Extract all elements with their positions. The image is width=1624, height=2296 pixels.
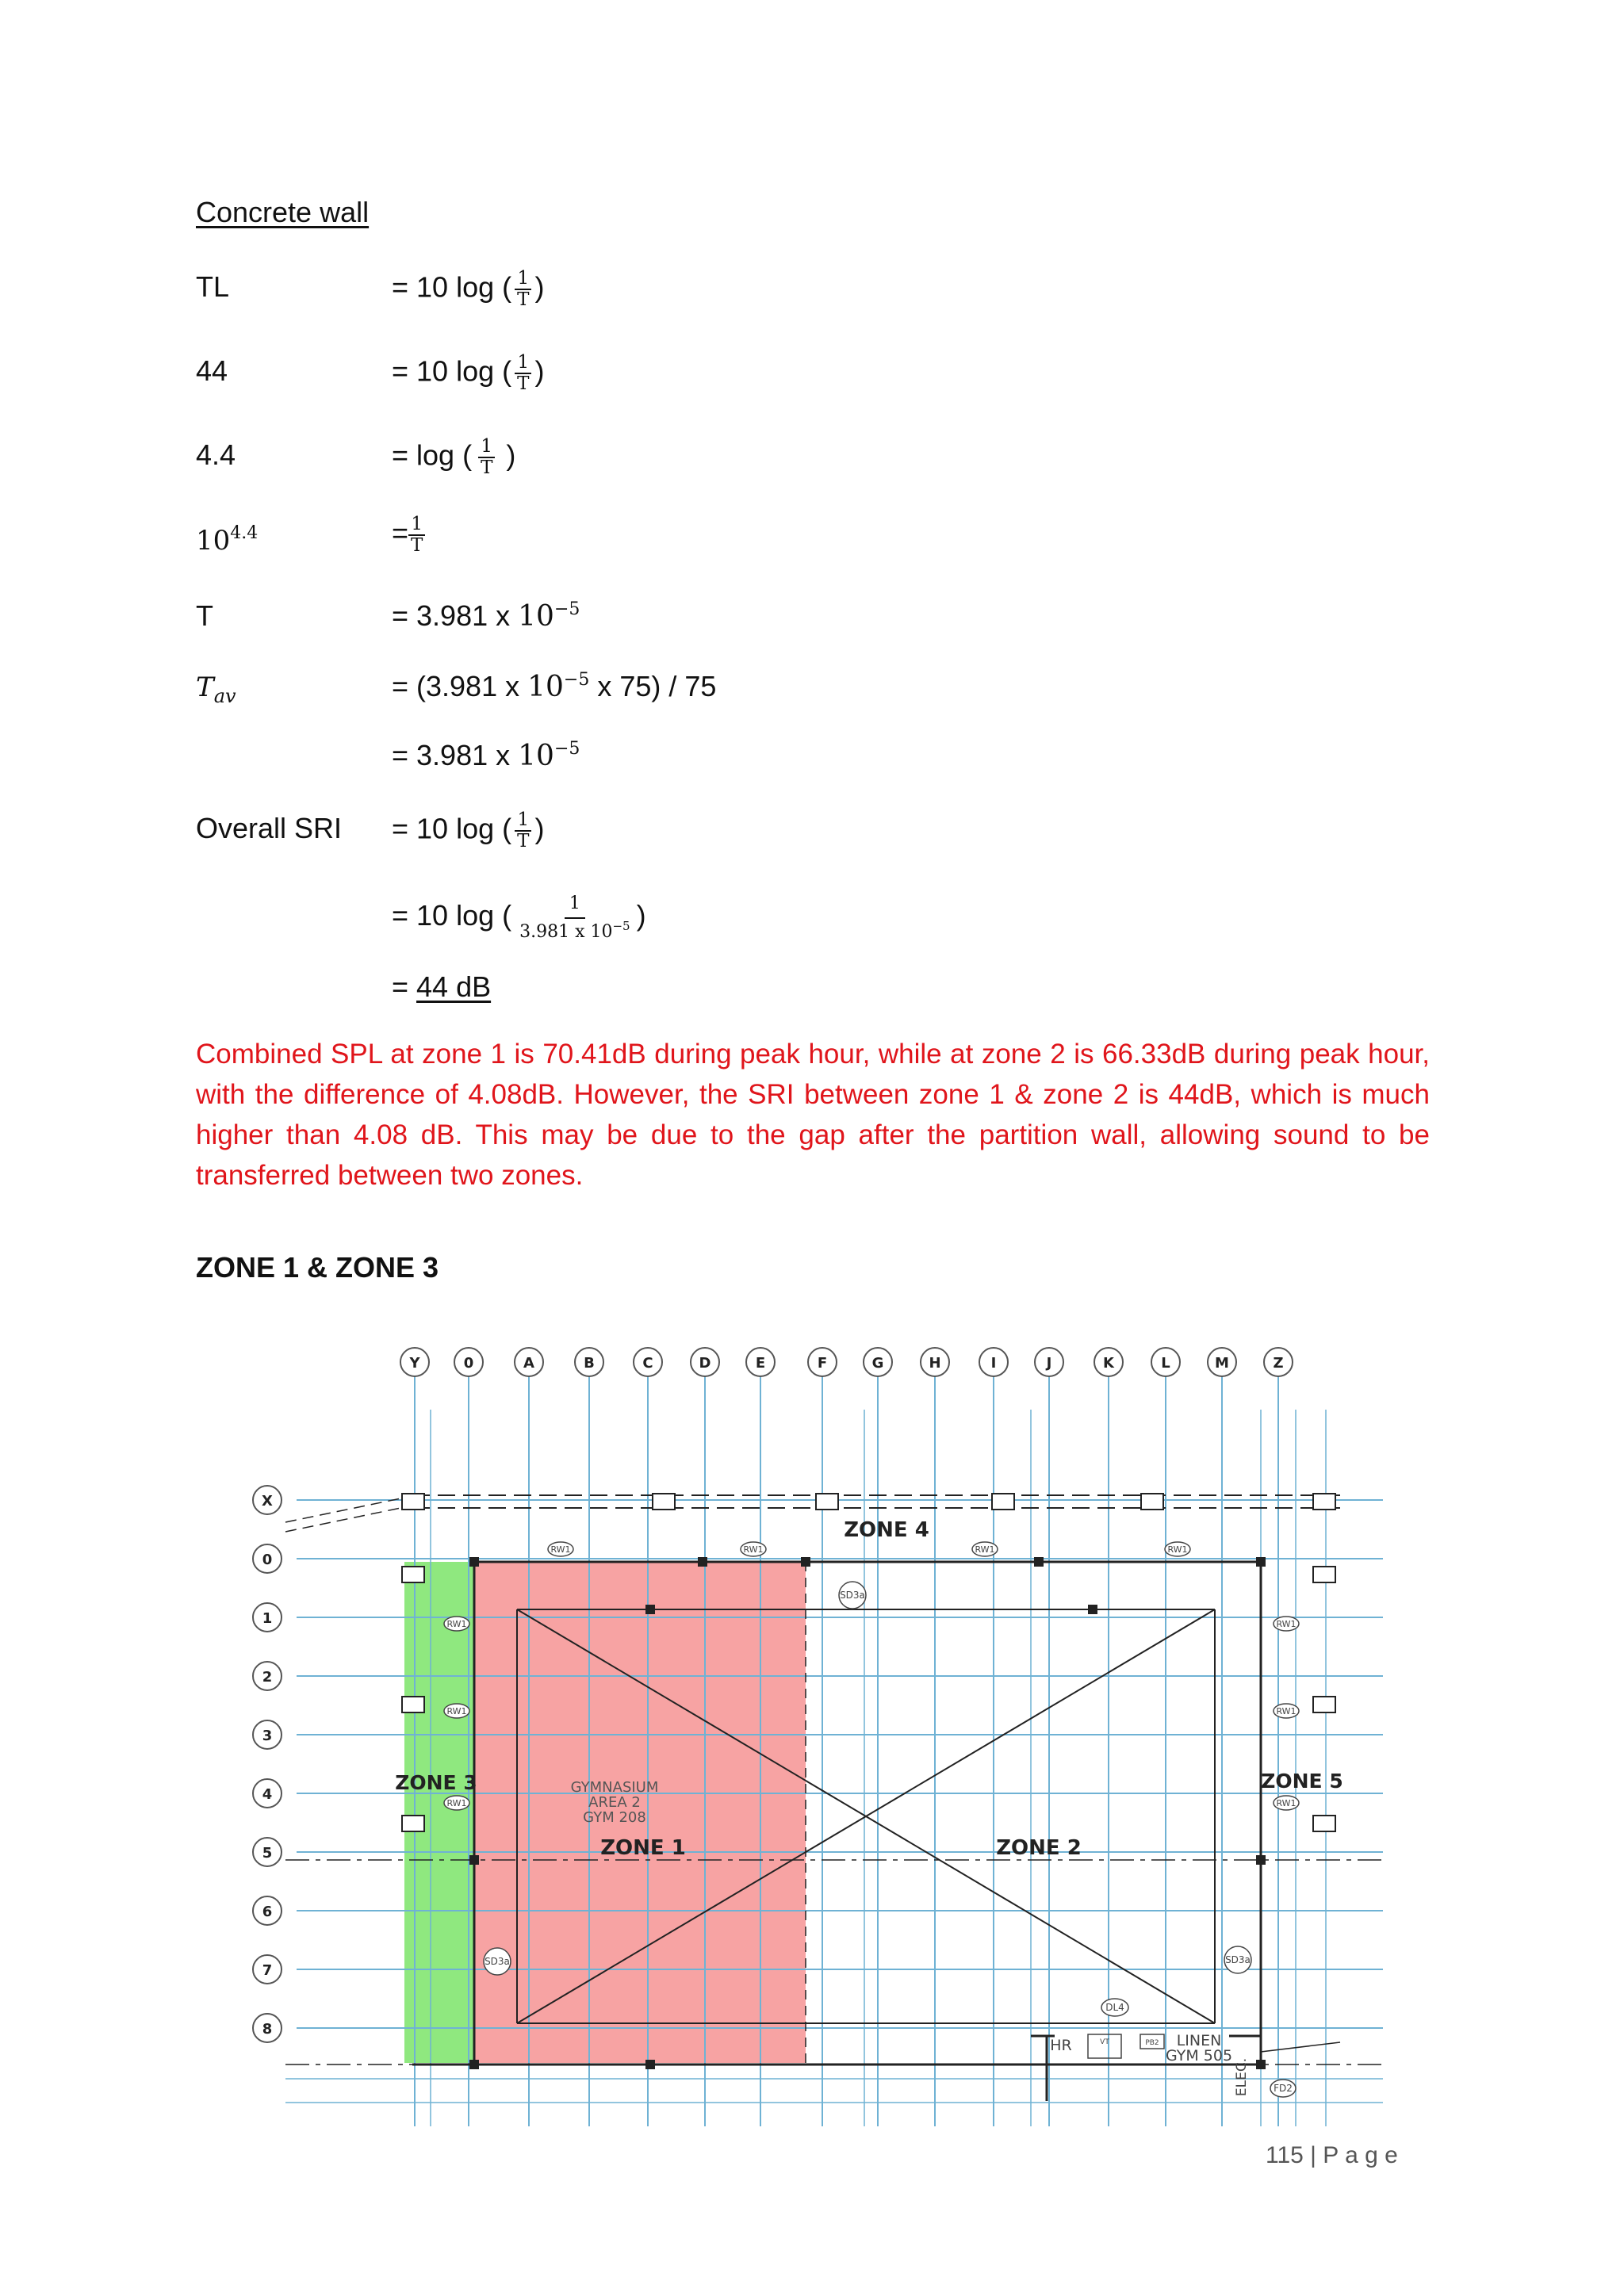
linen-label: LINEN: [1176, 2032, 1222, 2049]
column-bubble-label: M: [1215, 1355, 1229, 1372]
sd-tag: SD3a: [485, 1956, 510, 1967]
zone3-label: ZONE 3: [395, 1771, 477, 1794]
column-post: [1256, 1855, 1266, 1865]
row-label-44: 44: [196, 354, 228, 387]
column-box: [1313, 1567, 1335, 1582]
row-eq-tl: = 10 log ( $\frac{1}{T}$ ): [392, 268, 545, 310]
zone2-label: ZONE 2: [996, 1836, 1082, 1860]
row-bubble-label: 2: [262, 1669, 273, 1686]
row-label-sri: Overall SRI: [196, 812, 343, 844]
row-label-tav: $T_{av}$: [196, 672, 236, 707]
row-eq-10-pow: = $\frac{1}{T}$: [392, 515, 428, 555]
diagonal-dashed-line: [285, 1506, 408, 1532]
sd-tag: SD3a: [1225, 1954, 1251, 1965]
room-label-line3: GYM 208: [583, 1809, 646, 1826]
row-bubble-label: X: [262, 1493, 273, 1510]
row-label-10-pow: $10^{4.4}$: [196, 523, 259, 557]
row-label-4-4: 4.4: [196, 438, 236, 471]
rw-tag: RW1: [1167, 1544, 1188, 1555]
row-eq-sri-sub: = 10 log ( $\frac{1}{3.981 x 10^{-5}}$ ): [392, 894, 646, 942]
column-bubble-label: B: [584, 1355, 595, 1372]
row-bubble-label: 8: [262, 2021, 273, 2038]
hr-label: HR: [1050, 2037, 1072, 2054]
fraction: $\frac{1}{T}$: [515, 270, 531, 309]
row-label-tl: TL: [196, 270, 230, 303]
row-eq-sri: = 10 log ( $\frac{1}{T}$ ): [392, 809, 545, 851]
room-label-line2: AREA 2: [588, 1794, 641, 1811]
row-eq-tav-result: = 3.981 x $10^{-5}$: [392, 739, 580, 772]
rw-tag: RW1: [975, 1544, 995, 1555]
row-eq-tav: = (3.981 x $10^{-5}$ x 75) / 75: [392, 670, 717, 703]
zone1-label: ZONE 1: [600, 1836, 686, 1860]
column-post: [698, 1557, 707, 1567]
column-box: [402, 1816, 424, 1831]
column-bubble-label: Z: [1273, 1355, 1284, 1372]
fraction: $\frac{1}{T}$: [478, 438, 495, 477]
rw-tag: RW1: [550, 1544, 571, 1555]
column-box: [816, 1494, 838, 1510]
column-box: [402, 1567, 424, 1582]
row-bubble-label: 1: [262, 1610, 273, 1627]
elec-label: ELEC.: [1234, 2057, 1250, 2097]
column-box: [653, 1494, 675, 1510]
row-eq-result: = 44 dB: [392, 970, 492, 1003]
page-number: 115 | P a g e: [1266, 2142, 1398, 2168]
section-title: Concrete wall: [196, 196, 370, 228]
column-box: [1313, 1697, 1335, 1712]
fraction: $\frac{1}{T}$: [408, 515, 425, 555]
zone-heading: ZONE 1 & ZONE 3: [196, 1251, 439, 1284]
row-label-t: T: [196, 599, 213, 632]
rw-tag: RW1: [1276, 1619, 1297, 1629]
column-post: [645, 1605, 655, 1614]
column-box: [1313, 1816, 1335, 1831]
rw-tag: RW1: [446, 1798, 467, 1808]
column-box: [402, 1494, 424, 1510]
column-box: [1313, 1494, 1335, 1510]
fd-tag: FD2: [1274, 2083, 1293, 2094]
pb-label: PB2: [1145, 2039, 1159, 2047]
column-bubble-label: L: [1161, 1355, 1170, 1372]
fraction: $\frac{1}{3.981 x 10^{-5}}$: [519, 894, 630, 942]
column-post: [1088, 1605, 1097, 1614]
zone4-label: ZONE 4: [844, 1518, 929, 1542]
column-post: [1256, 2060, 1266, 2069]
linen-gym-label: GYM 505: [1165, 2047, 1233, 2064]
column-bubble-label: F: [817, 1355, 828, 1372]
rw-tag: RW1: [446, 1619, 467, 1629]
row-eq-44: = 10 log ( $\frac{1}{T}$ ): [392, 352, 545, 394]
dl-tag: DL4: [1105, 2002, 1124, 2013]
row-eq-t: = 3.981 x $10^{-5}$: [392, 599, 580, 633]
column-bubble-label: E: [755, 1355, 766, 1372]
zone5-label: ZONE 5: [1261, 1770, 1343, 1793]
leader-line: [1261, 2042, 1340, 2052]
rw-tag: RW1: [1276, 1706, 1297, 1716]
column-post: [469, 2060, 479, 2069]
row-bubble-label: 5: [262, 1845, 273, 1862]
row-bubble-label: 6: [262, 1904, 273, 1920]
vt-label: VT: [1100, 2038, 1109, 2046]
column-box: [1141, 1494, 1163, 1510]
row-eq-4-4: = log ( $\frac{1}{T}$ ): [392, 436, 516, 478]
rw-tag: RW1: [446, 1706, 467, 1716]
column-box: [402, 1697, 424, 1712]
row-bubble-label: 4: [262, 1786, 273, 1803]
column-post: [469, 1557, 479, 1567]
column-post: [469, 1855, 479, 1865]
rw-tag: RW1: [743, 1544, 764, 1555]
column-bubble-label: A: [523, 1355, 534, 1372]
result-value: 44 dB: [416, 970, 492, 1003]
conclusion-paragraph: Combined SPL at zone 1 is 70.41dB during peak hour, while at zone 2 is 66.33dB during peak hour, with the difference of 4.08dB. However, the SRI between zone 1 & zone 2 is 44dB, which is much higher than 4.08 dB. This may be due to the gap after the partition wall, allowing sound to be transferred between two zones.: [196, 1039, 1430, 1191]
column-box: [992, 1494, 1014, 1510]
row-bubble-label: 7: [262, 1962, 273, 1979]
column-bubble-label: I: [990, 1355, 997, 1372]
row-bubble-label: 3: [262, 1728, 273, 1744]
column-bubble-label: K: [1103, 1355, 1114, 1372]
fraction: $\frac{1}{T}$: [515, 354, 531, 393]
column-post: [645, 2060, 655, 2069]
room-label-line1: GYMNASIUM: [570, 1779, 659, 1796]
column-bubble-label: 0: [463, 1355, 474, 1372]
column-bubble-label: J: [1046, 1355, 1052, 1372]
column-bubble-label: C: [642, 1355, 653, 1372]
column-bubble-label: G: [871, 1355, 884, 1372]
sd-tag: SD3a: [840, 1590, 865, 1601]
fraction: $\frac{1}{T}$: [515, 811, 531, 851]
column-bubble-label: Y: [409, 1355, 420, 1372]
column-bubble-label: H: [929, 1355, 941, 1372]
column-post: [801, 1557, 810, 1567]
column-post: [1034, 1557, 1044, 1567]
row-bubble-label: 0: [262, 1552, 273, 1568]
column-post: [1256, 1557, 1266, 1567]
column-bubble-label: D: [699, 1355, 711, 1372]
rw-tag: RW1: [1276, 1798, 1297, 1808]
